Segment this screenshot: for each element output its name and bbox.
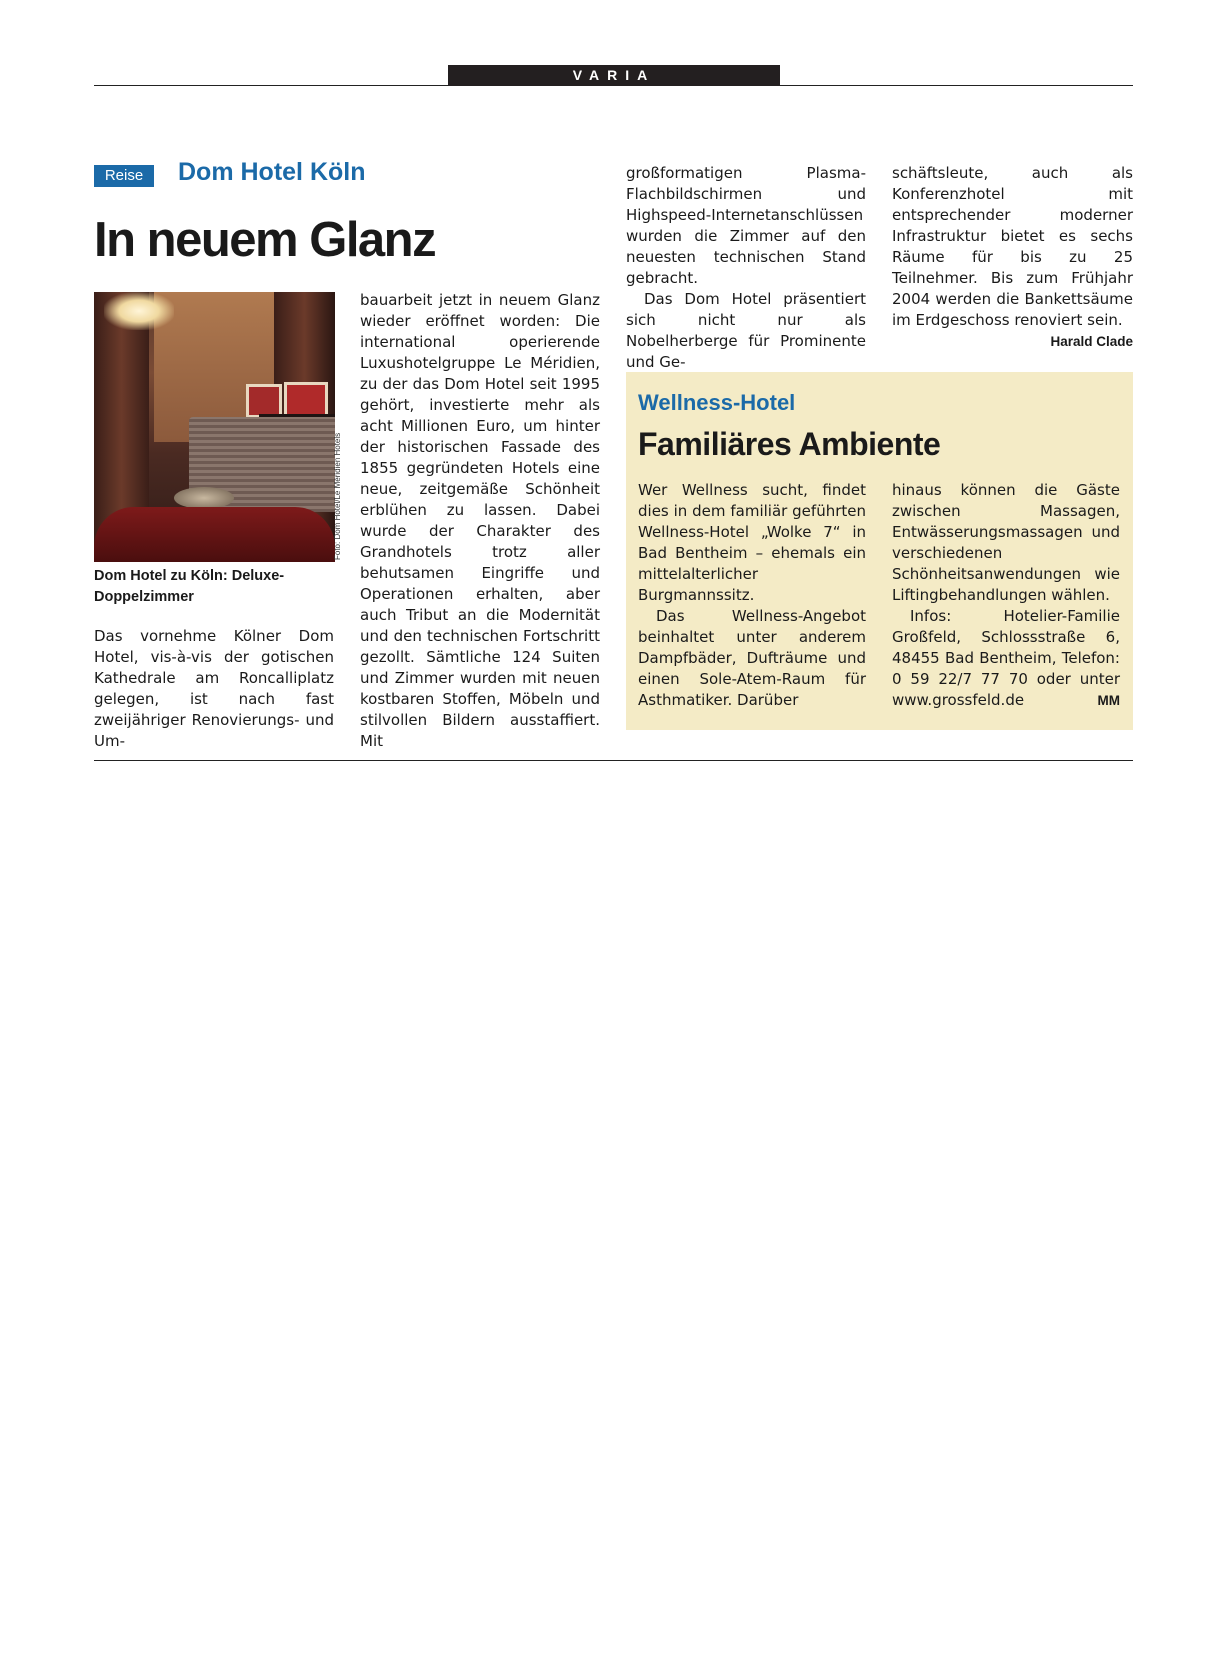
article-headline: In neuem Glanz <box>94 213 436 267</box>
article-col3-p2: Das Dom Hotel präsentiert sich nicht nur als Nobelherberge für Prominente und Ge- <box>626 290 866 371</box>
article-column-1 <box>94 626 334 752</box>
article-col4-text <box>892 163 1133 349</box>
box-column-2 <box>892 480 1120 711</box>
article-col2-text: bauarbeit jetzt in neuem Glanz wieder eröffnet worden: Die international operierende Luxushotelgruppe Le Méridien, zu der das Dom Hotel seit 1995 gehört, investierte mehr als acht Millionen Euro, um hinter der historischen Fassade des 1855 gegründeten Hotels eine neue, zeitgemäße Schönheit erblühen zu lassen. Dabei wurde der Charakter des Grandhotels trotz aller behutsamen Eingriffe und Operationen erhalten, aber auch Tribut an die Modernität und den technischen Fortschritt gezollt. Sämtliche 124 Suiten und Zimmer wurden mit neuen kostbaren Stoffen, Möbeln und stilvollen Bildern ausstaffiert. Mit <box>360 291 600 750</box>
box-headline: Familiäres Ambiente <box>638 426 941 462</box>
box-col1-p1: Wer Wellness sucht, findet dies in dem familiär geführten Wellness-Hotel „Wolke 7“ in Bad Bentheim – ehemals ein mittelalterlicher Burgmannssitz. <box>638 481 866 604</box>
article-col4-body: schäftsleute, auch als Konferenzhotel mit entsprechender moderner Infrastruktur bietet es sechs Räume für bis zu 25 Teilnehmer. Bis zum Frühjahr 2004 werden die Bankettsäume im Erdgeschoss renoviert sein. <box>892 164 1133 329</box>
article-column-3 <box>626 163 866 373</box>
section-label: VARIA <box>448 65 780 86</box>
box-kicker: Wellness-Hotel <box>638 390 796 415</box>
article-column-2 <box>360 290 600 752</box>
box-col2-p2-body: Infos: Hotelier-Familie Großfeld, Schlossstraße 6, 48455 Bad Bentheim, Telefon: 0 59 22/7 77 70 oder unter www.grossfeld.de <box>892 607 1120 709</box>
article-col1-text: Das vornehme Kölner Dom Hotel, vis-à-vis der gotischen Kathedrale am Roncalliplatz gelegen, ist nach fast zweijähriger Renovierungs- und Um- <box>94 627 334 750</box>
box-col1-p2: Das Wellness-Angebot beinhaltet unter anderem Dampfbäder, Dufträume und einen Sole-Atem-Raum für Asthmatiker. Darüber <box>638 607 866 709</box>
photo-credit: Foto: Dom Hotel/Le Méridien Hotels <box>333 432 342 560</box>
article-column-4 <box>892 163 1133 352</box>
category-tag: Reise <box>94 165 154 187</box>
box-column-1 <box>638 480 866 711</box>
box-author: MM <box>1097 693 1120 708</box>
article-kicker: Dom Hotel Köln <box>178 158 366 186</box>
box-col2-p1: hinaus können die Gäste zwischen Massagen, Entwässerungsmassagen und verschiedenen Schönheitsanwendungen wie Liftingbehandlungen wählen. <box>892 481 1120 604</box>
article-col3-p1: großformatigen Plasma-Flachbildschirmen und Highspeed-Internetanschlüssen wurden die Zimmer auf den neuesten technischen Stand gebracht. <box>626 164 866 287</box>
article-author: Harald Clade <box>1050 334 1133 349</box>
hotel-room-photo <box>94 292 335 562</box>
bottom-rule <box>94 760 1133 761</box>
box-col2-p2 <box>892 606 1120 711</box>
photo-caption: Dom Hotel zu Köln: Deluxe-Doppelzimmer <box>94 568 285 605</box>
